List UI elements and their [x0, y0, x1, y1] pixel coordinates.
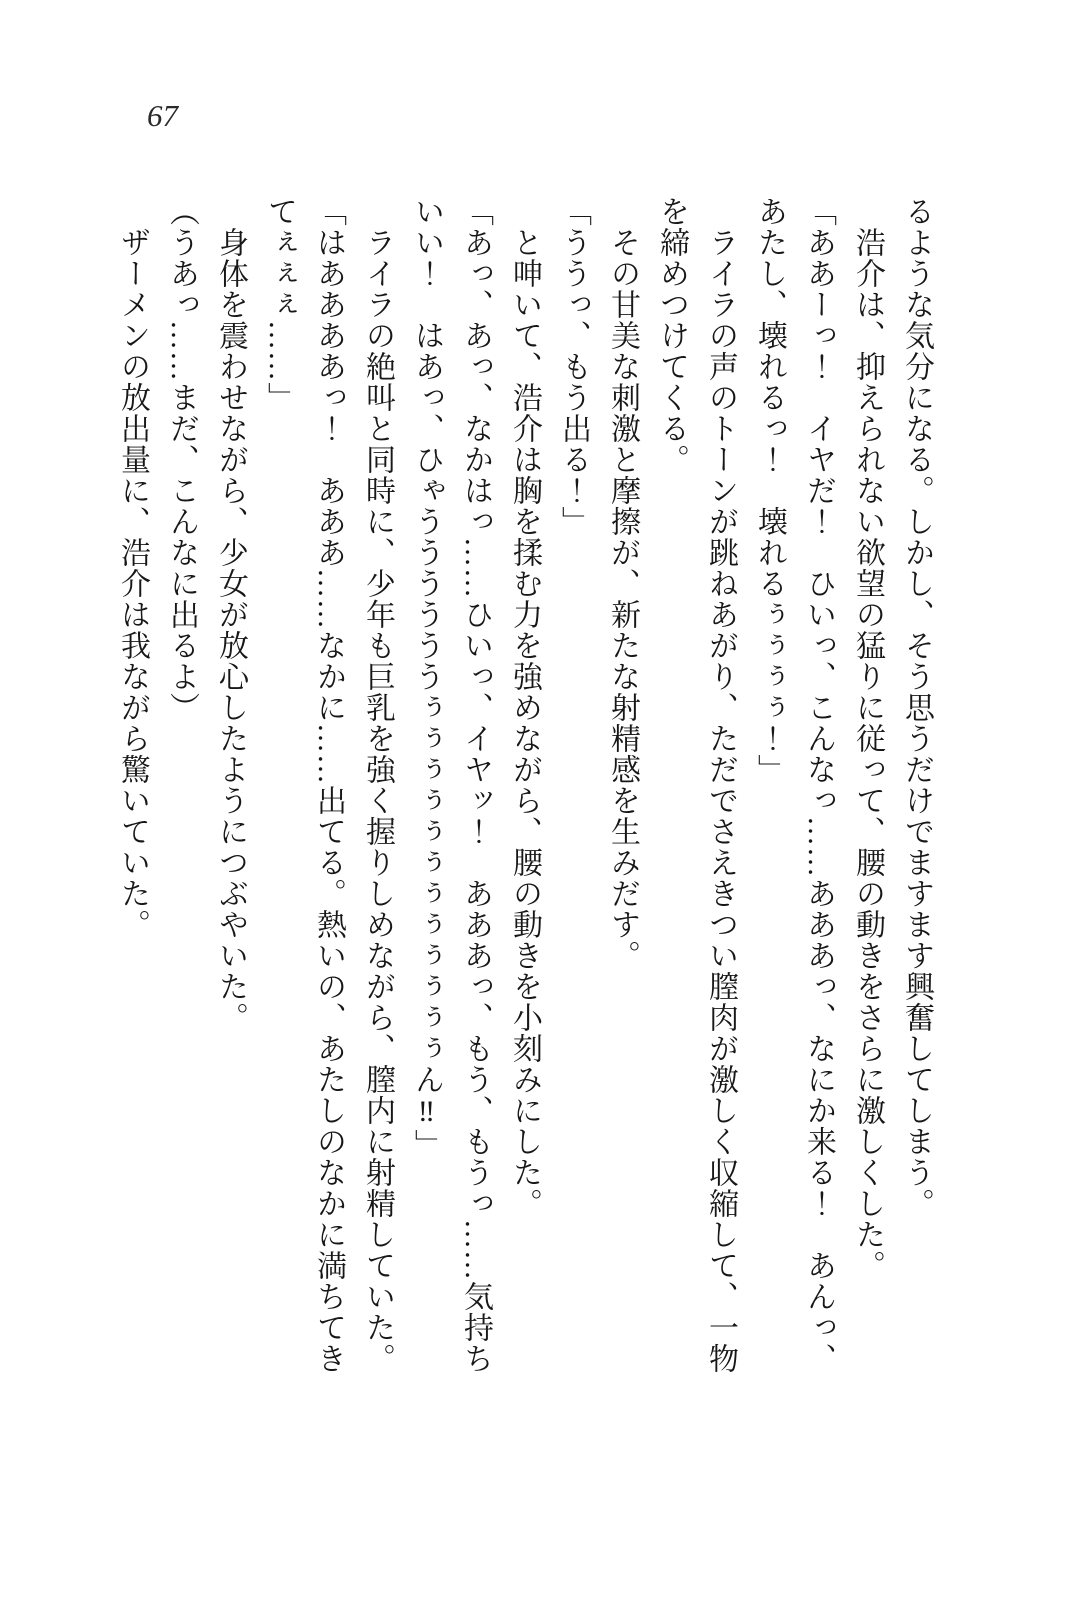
page-text-block: [108, 196, 941, 1401]
text-column-16: （うあっ……まだ、こんなに出るよ）: [165, 196, 198, 723]
text-column-12: ライラの絶叫と同時に、少年も巨乳を強く握りしめながら、膣内に射精していた。: [361, 196, 394, 1374]
text-column-15: 身体を震わせながら、少女が放心したようにつぶやいた。: [214, 196, 247, 1033]
text-column-6: を締めつけてくる。: [655, 196, 688, 475]
text-column-1: るような気分になる。しかし、そう思うだけでますます興奮してしまう。: [900, 196, 933, 1219]
text-column-3: 「ああーっ！ イヤだ！ ひいっ、こんなっ……あああっ、なにか来る！ あんっ、: [802, 196, 835, 1374]
text-column-9: と呻いて、浩介は胸を揉む力を強めながら、腰の動きを小刻みにした。: [508, 196, 541, 1219]
text-column-8: 「ううっ、もう出る！」: [557, 196, 590, 537]
page-number: 67: [147, 98, 178, 133]
text-column-10: 「あっ、あっ、なかはっ……ひいっ、イヤッ！ あああっ、もう、もうっ……気持ち: [459, 196, 492, 1374]
text-column-17: ザーメンの放出量に、浩介は我ながら驚いていた。: [116, 196, 149, 940]
text-column-7: その甘美な刺激と摩擦が、新たな射精感を生みだす。: [606, 196, 639, 971]
text-column-14: てぇぇぇ……」: [263, 196, 296, 413]
text-column-11: いい！ はあっ、ひゃううううううぅぅぅぅぅぅぅぅぅぅぅぅん‼」: [410, 196, 443, 1160]
text-column-2: 浩介は、抑えられない欲望の猛りに従って、腰の動きをさらに激しくした。: [851, 196, 884, 1281]
text-column-4: あたし、壊れるっ！ 壊れるぅぅぅぅ！」: [753, 196, 786, 785]
text-column-5: ライラの声のトーンが跳ねあがり、ただでさえきつい膣肉が激しく収縮して、一物: [704, 196, 737, 1374]
text-column-13: 「はああああっ！ あああ……なかに……出てる。熱いの、あたしのなかに満ちてき: [312, 196, 345, 1374]
